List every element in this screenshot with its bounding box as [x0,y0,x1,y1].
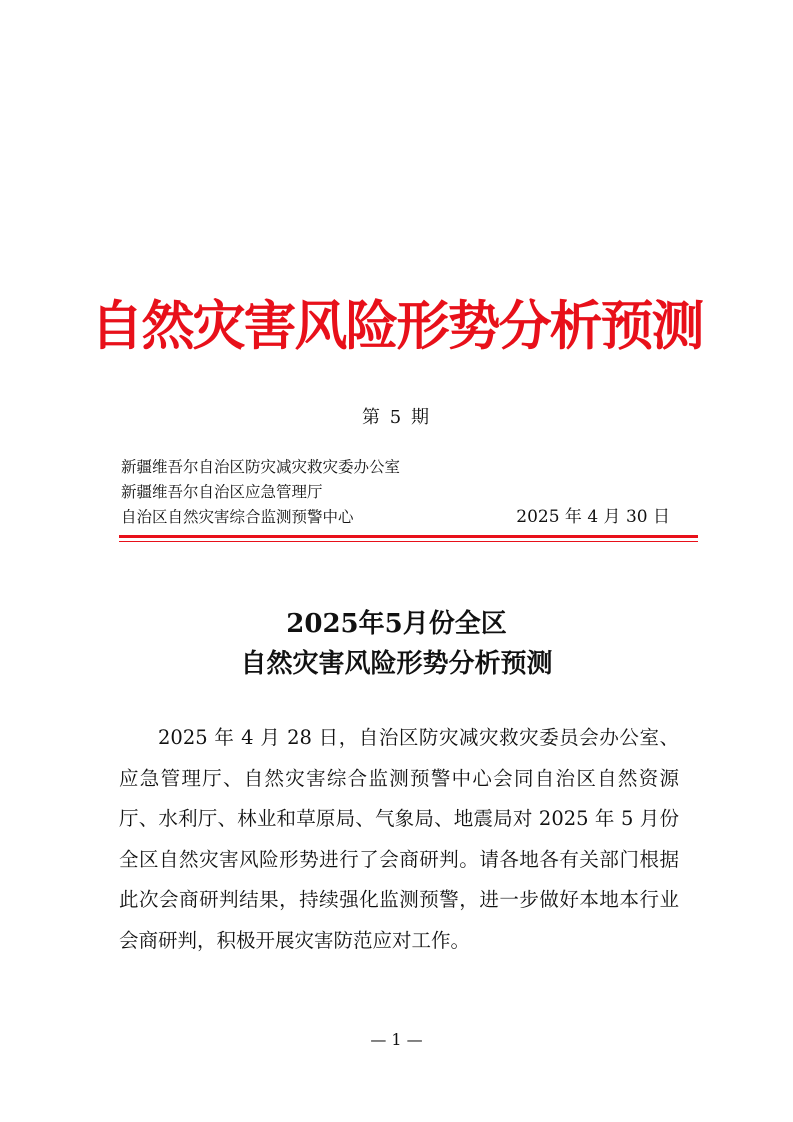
page-number: — 1 — [370,1030,423,1049]
body-paragraph: 2025 年 4 月 28 日，自治区防灾减灾救灾委员会办公室、应急管理厅、自然灾害综合监测预警中心会同自治区自然资源厅、水利厅、林业和草原局、气象局、地震局对 2025 年 5 月份全区自然灾害风险形势进行了会商研判。请各地各有关部门根据此次会商研判结果，持续强化监测预警，进一步做好本地本行业会商研判，积极开展灾害防范应对工作。 [119,726,679,952]
issue-date: 2025 年 4 月 30 日 [516,507,670,527]
red-divider-thin [119,541,698,542]
article-title-line: 2025年5月份全区 [286,609,507,639]
issuer-line: 新疆维吾尔自治区应急管理厅 [121,483,323,501]
red-divider-thick [119,535,698,538]
article-title [0,604,793,684]
issuer-line: 自治区自然灾害综合监测预警中心 [121,508,354,526]
article-title-line: 自然灾害风险形势分析预测 [240,649,553,679]
masthead-title: 自然灾害风险形势分析预测 [90,296,703,357]
issuing-authorities [121,455,400,530]
issue-number: 第 5 期 [362,407,431,428]
issuer-line: 新疆维吾尔自治区防灾减灾救灾委办公室 [121,458,401,476]
